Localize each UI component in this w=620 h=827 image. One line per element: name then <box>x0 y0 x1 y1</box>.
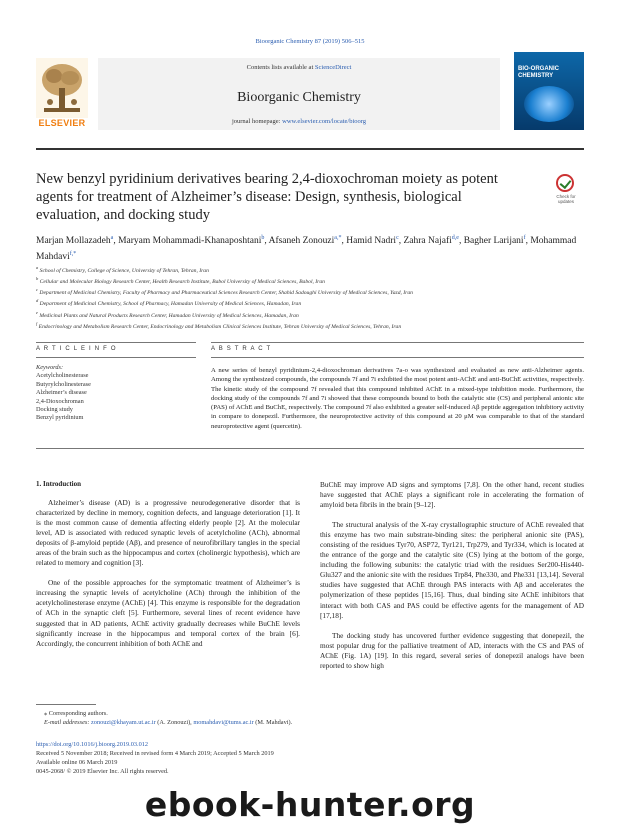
introduction-heading: 1. Introduction <box>36 480 81 488</box>
footnotes <box>36 709 336 727</box>
keyword: Butyrylcholinesterase <box>36 380 91 388</box>
author-name[interactable]: Bagher Larijani <box>463 236 524 247</box>
email-label: E-mail addresses: <box>44 719 91 726</box>
email-name-zonouzi: (A. Zonouzi), <box>155 719 194 726</box>
author-name[interactable]: Hamid Nadri <box>346 236 397 247</box>
article-info-heading: A R T I C L E I N F O <box>36 346 117 352</box>
abstract-bottom-rule <box>36 448 584 449</box>
available-online: Available online 06 March 2019 <box>36 759 118 767</box>
homepage-link[interactable]: www.elsevier.com/locate/bioorg <box>282 118 367 125</box>
abstract-rule-2 <box>211 357 584 358</box>
email-link-zonouzi[interactable]: zonouzi@khayam.ut.ac.ir <box>91 719 156 726</box>
affiliation <box>36 286 584 297</box>
body-paragraph: The docking study has uncovered further evidence suggesting that donepezil, the most popular drug for the palliative treatment of AD, interacts with the CS and PAS of AChE (Fig. 1A) [19]. In this regard, several series of donepezil analogs have been reported to show high <box>320 630 584 670</box>
check-updates-label: Check for updates <box>556 194 576 204</box>
left-column <box>36 498 300 649</box>
author-name[interactable]: Mohammad Mahdavi <box>36 236 577 263</box>
affiliation <box>36 309 584 320</box>
homepage-prefix: journal homepage: <box>231 118 283 125</box>
affiliation-marker: a <box>36 265 39 270</box>
affiliation-text: Medicinal Plants and Natural Products Research Center, Hamadan University of Medical Sciences, Hamadan, Iran <box>39 312 299 319</box>
affiliation-marker: e <box>36 309 38 315</box>
header-divider <box>36 148 584 150</box>
right-column <box>320 480 584 671</box>
elsevier-tree-logo <box>36 58 88 122</box>
author-name[interactable]: Zahra Najafi <box>403 236 452 247</box>
contents-prefix: Contents lists available at <box>246 64 315 71</box>
affiliation <box>36 264 584 275</box>
author-name[interactable]: Marjan Mollazadeh <box>36 236 111 247</box>
article-info-rule <box>36 342 196 343</box>
affiliation <box>36 320 584 331</box>
abstract-text: A new series of benzyl pyridinium-2,4-dioxochroman derivatives 7a-o was synthesized and evaluated as new anti-Alzheimer agents. Among the synthesized compounds, the compounds 7f and 7i exhibited the most potent anti-AChE and anti-BuChE activities, respectively. The kinetic study of the compound 7f revealed that this compound inhibited AChE in a mixed-type inhibition mode. Furthermore, the docking study of the compounds 7f and 7i showed that these compounds bound to both the catalytic site (CS) and peripheral anionic site (PAS) of AChE and BuChE, respectively. The compound 7f also exhibited a greater self-induced Aβ peptide aggregation inhibitory activity in compare to donepezil. Furthermore, the neuroprotective activity of this compound at 20 μM was comparable to that of the standard neuroprotective agent (quercetin). <box>211 367 584 430</box>
author-affiliation-marker[interactable]: a,* <box>334 235 342 241</box>
email-link-mahdavi[interactable]: momahdavi@tums.ac.ir <box>193 719 254 726</box>
affiliation <box>36 297 584 308</box>
author-list: Marjan Mollazadeh$^a$, Maryam Mohammadi-Khanaposhtani$^b$, Afsaneh Zonouzi$^{a,*}$, Hamid Nadri$^c$, Zahra Najafi$^{d,e}$, Bagher Larijani$^f$, Mohammad Mahdavi$^{f,*}$ <box>36 235 577 263</box>
sciencedirect-link[interactable]: ScienceDirect <box>314 64 352 71</box>
body-paragraph: One of the possible approaches for the symptomatic treatment of Alzheimer’s is increasing the synaptic levels of acetylcholine (ACh) through the inhibition of the acetylcholinesterase enzyme (AChE) [4]. This enzyme is responsible for the degradation of ACh in the synaptic cleft [5]. Furthermore, several lines of recent evidence have suggested that in AD patients, AChE activity gradually decreases while BuChE levels significantly increase in the hippocampus and temporal cortex of the brain [6]. Accordingly, the concurrent inhibition of both AChE and <box>36 578 300 648</box>
author-affiliation-marker[interactable]: a <box>110 235 114 241</box>
affiliation <box>36 275 584 286</box>
footnote-rule <box>36 704 96 705</box>
check-for-updates-badge[interactable] <box>548 174 584 204</box>
abstract-heading: A B S T R A C T <box>211 346 272 352</box>
journal-header <box>36 52 584 130</box>
doi-link[interactable]: https://doi.org/10.1016/j.bioorg.2019.03.012 <box>36 741 149 748</box>
affiliation-text: School of Chemistry, College of Science, University of Tehran, Tehran, Iran <box>39 267 209 274</box>
body-paragraph: Alzheimer’s disease (AD) is a progressive neurodegenerative disorder that is characterized by decline in memory, cognition defects, and language deterioration [1]. It is the most common cause of dementia affecting elderly people [2]. At the molecular level, AD is associated with reduced synaptic levels of acetylcholine (ACh), abnormal deposits of β-amyloid peptide (Aβ), and presence of neurofibrillary tangles in the special areas of the brain such as the hippocampus and cortex (cholinergic hypothesis), which are related to memory and cognition [3]. <box>36 498 300 568</box>
affiliation-marker: d <box>36 298 39 304</box>
elsevier-wordmark: ELSEVIER <box>38 118 86 128</box>
keyword: Alzheimer’s disease <box>36 389 87 397</box>
check-updates-icon <box>556 174 574 192</box>
body-paragraph: The structural analysis of the X-ray crystallographic structure of AChE revealed that this enzyme has two main substrate-binding sites: the peripheral anionic site (PAS), consisting of the residues Tyr70, ASP72, Tyr121, Trp279, and Tyr334, which is located at the entrance of the gorge and the catalytic site (CS) lying at the bottom of the gorge, including the following subunits: the catalytic triad with the residues Ser200-His440-Glu327 and the anionic site with the residues Trp84, Phe330, and Phe331 [13,14]. Several studies have suggested that AChE through PAS interacts with Aβ and accelerates the polymerization of these peptides [15,16]. Thus, dual binding site AChE inhibitors that interact with both CAS and PAS could be effective agents for the management of AD [17,18]. <box>320 520 584 620</box>
article-title: New benzyl pyridinium derivatives bearing 2,4-dioxochroman moiety as potent agents for treatment of Alzheimer’s disease: Design, synthesis, biological evaluation, and docking study <box>36 171 498 223</box>
journal-homepage <box>98 118 500 125</box>
author-affiliation-marker[interactable]: c <box>396 235 399 241</box>
journal-reference[interactable]: Bioorganic Chemistry 87 (2019) 506–515 <box>255 38 365 45</box>
cover-artwork <box>524 86 574 122</box>
author-affiliation-marker[interactable]: f,* <box>69 251 77 258</box>
article-info-rule-2 <box>36 357 196 358</box>
corresponding-authors-note: ⁎ Corresponding authors. <box>44 710 108 717</box>
affiliation-text: Endocrinology and Metabolism Research Center, Endocrinology and Metabolism Clinical Sciences Institute, Tehran University of Medical Sciences, Tehran, Iran <box>38 323 402 330</box>
affiliation-marker: b <box>36 276 39 282</box>
journal-banner <box>98 58 500 130</box>
affiliation-marker: f <box>36 320 38 326</box>
affiliation-text: Department of Medicinal Chemistry, Faculty of Pharmacy and Pharmaceutical Sciences Research Center, Shahid Sadoughi University of Medical Sciences, Yazd, Iran <box>39 290 413 297</box>
author-name[interactable]: Afsaneh Zonouzi <box>268 236 335 247</box>
journal-name[interactable]: Bioorganic Chemistry <box>237 90 361 105</box>
abstract-rule <box>211 342 584 343</box>
cover-title: BIO-ORGANIC CHEMISTRY <box>518 66 559 79</box>
publication-info <box>36 740 336 776</box>
email-name-mahdavi: (M. Mahdavi). <box>253 719 293 726</box>
email-addresses <box>36 718 336 727</box>
affiliation-text: Cellular and Molecular Biology Research Center, Health Research Institute, Babol University of Medical Sciences, Babol, Iran <box>39 279 325 286</box>
watermark: ebook-hunter.org <box>144 785 476 824</box>
keywords-label: Keywords: <box>36 364 64 371</box>
copyright: 0045-2068/ © 2019 Elsevier Inc. All rights reserved. <box>36 768 169 776</box>
journal-cover-image[interactable] <box>514 52 584 130</box>
keyword: Docking study <box>36 406 73 414</box>
keyword: 2,4-Dioxochroman <box>36 397 84 405</box>
received-dates: Received 5 November 2018; Received in revised form 4 March 2019; Accepted 5 March 2019 <box>36 750 274 758</box>
author-affiliation-marker[interactable]: d,e <box>451 235 459 241</box>
author-name[interactable]: Maryam Mohammadi-Khanaposhtani <box>118 236 262 247</box>
keyword: Benzyl pyridinium <box>36 414 84 422</box>
keywords-block <box>36 364 166 423</box>
keyword: Acetylcholinesterase <box>36 372 89 380</box>
affiliation-list <box>36 264 584 331</box>
author-affiliation-marker[interactable]: f <box>523 235 526 241</box>
affiliation-text: Department of Medicinal Chemistry, School of Pharmacy, Hamadan University of Medical Sciences, Hamadan, Iran <box>39 301 302 308</box>
body-paragraph: BuChE may improve AD signs and symptoms [7,8]. On the other hand, recent studies have suggested that AChE plays a significant role in accelerating the formation of amyloid beta fibrils in the brain [9–12]. <box>320 480 584 510</box>
author-affiliation-marker[interactable]: b <box>261 235 265 241</box>
affiliation-marker: c <box>36 287 38 293</box>
contents-line <box>98 64 500 71</box>
keywords-list <box>36 372 166 422</box>
